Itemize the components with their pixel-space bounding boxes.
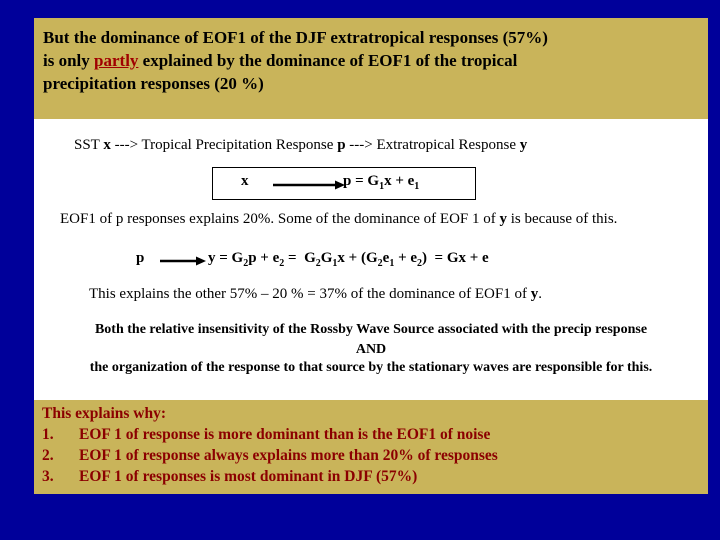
conclusion-item-number: 1. — [42, 426, 54, 443]
header-line-1: But the dominance of EOF1 of the DJF extratropical responses (57%) — [43, 28, 548, 47]
eq2-a-sub: 2 — [243, 258, 249, 269]
eq1-input: x — [241, 173, 249, 189]
eq2-arrow-icon — [160, 256, 206, 266]
conclusion-item — [42, 466, 700, 487]
header-line-3: precipitation responses (20 %) — [43, 74, 264, 93]
eq2-b: p + e — [248, 250, 280, 266]
equation-box-1 — [212, 167, 476, 200]
eq2-d-sub-2: 1 — [389, 258, 395, 269]
explanation-line-2: AND — [355, 342, 387, 357]
conclusion-item-text: EOF 1 of response always explains more than 20% of responses — [79, 447, 498, 464]
note-eof1-p — [60, 211, 617, 228]
eq2-input: p — [136, 250, 145, 266]
eq2-b-sub: 2 — [279, 258, 285, 269]
eq2-d-sub-1: 2 — [377, 258, 383, 269]
header-underlined-word: partly — [94, 51, 139, 70]
note-37-percent-end: . — [538, 286, 542, 302]
slide — [34, 18, 708, 494]
eq2-c-sub-1: 2 — [315, 258, 321, 269]
chain-x: x — [103, 137, 111, 153]
eq1-arrow-icon — [273, 180, 345, 190]
eq2-d: x + (G — [337, 250, 378, 266]
eq2-c-sub-2: 1 — [332, 258, 338, 269]
explanation-line-1: Both the relative insensitivity of the Rossby Wave Source associated with the precip response — [94, 322, 648, 337]
conclusion-title: This explains why: — [42, 405, 167, 422]
eq1-formula — [343, 173, 419, 192]
conclusion-item — [42, 424, 700, 445]
eq1-formula-a: p = G — [343, 173, 380, 189]
eq2-formula — [208, 250, 489, 269]
conclusion-item-number: 2. — [42, 447, 54, 464]
conclusion-item-number: 3. — [42, 468, 54, 485]
eq1-formula-b: x + e — [384, 173, 415, 189]
header-line-2 — [43, 49, 700, 72]
eq2-d2: e — [382, 250, 390, 266]
conclusion-box — [34, 400, 708, 494]
eq2-f: ) = Gx + e — [422, 250, 489, 266]
eq1-sub-2: 1 — [414, 181, 420, 192]
header-line-2-end: explained by the dominance of EOF1 of the tropical — [138, 51, 518, 70]
note-37-percent-y: y — [530, 286, 539, 302]
conclusion-item — [42, 445, 700, 466]
note-eof1-p-end: is because of this. — [507, 211, 618, 227]
chain-extratropical: ---> Extratropical Response — [345, 137, 520, 153]
note-eof1-p-text: EOF1 of p responses explains 20%. Some of the dominance of EOF 1 of — [60, 211, 500, 227]
chain-p: p — [337, 137, 346, 153]
explanation-line-3: the organization of the response to that source by the stationary waves are responsible for this. — [89, 360, 653, 375]
note-37-percent-text: This explains the other 57% – 20 % = 37% of the dominance of EOF1 of — [89, 286, 531, 302]
eq2-e: + e — [394, 250, 418, 266]
chain-tropical: ---> Tropical Precipitation Response — [110, 137, 338, 153]
eq2-e-sub: 2 — [417, 258, 423, 269]
eq2-c2: G — [320, 250, 333, 266]
header-box — [34, 18, 708, 119]
conclusion-item-text: EOF 1 of response is more dominant than is the EOF1 of noise — [79, 426, 491, 443]
note-eof1-p-y: y — [499, 211, 508, 227]
note-37-percent — [89, 286, 542, 303]
eq1-sub-1: 1 — [379, 181, 385, 192]
eq2-c: = G — [284, 250, 316, 266]
chain-y: y — [519, 137, 528, 153]
conclusion-item-text: EOF 1 of responses is most dominant in DJF (57%) — [79, 468, 418, 485]
response-chain — [74, 137, 527, 154]
eq2-a: y = G — [208, 250, 244, 266]
chain-sst: SST — [74, 137, 104, 153]
header-line-2-start: is only — [43, 51, 95, 70]
